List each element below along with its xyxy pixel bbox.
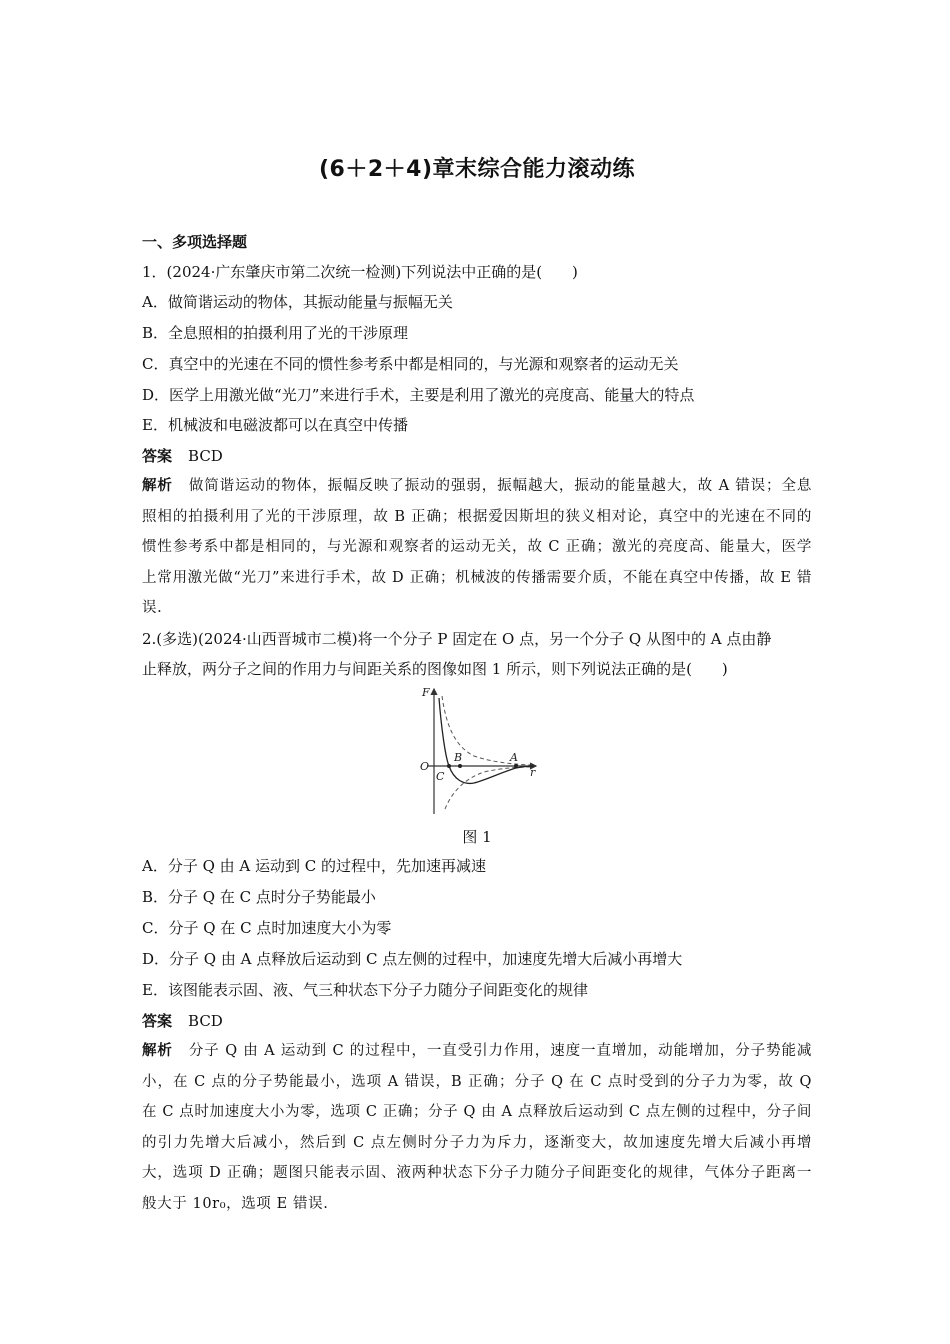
q2-answer-value: BCD <box>188 1012 223 1030</box>
attractive-force-curve <box>445 767 530 809</box>
q2-option-c: C．分子 Q 在 C 点时加速度大小为零 <box>142 919 392 937</box>
force-distance-figure <box>412 684 542 816</box>
net-force-curve <box>439 698 534 783</box>
q1-analysis <box>142 471 812 624</box>
q2-stem-line1: 2.(多选)(2024·山西晋城市二模)将一个分子 P 固定在 O 点，另一个分子 Q 从图中的 A 点由静 <box>142 630 772 648</box>
q2-option-e: E．该图能表示固、液、气三种状态下分子力随分子间距变化的规律 <box>142 981 588 999</box>
label-o: O <box>420 760 430 773</box>
force-distance-graph <box>412 684 542 816</box>
q2-option-b: B．分子 Q 在 C 点时分子势能最小 <box>142 888 376 906</box>
section-heading: 一、多项选择题 <box>142 233 248 251</box>
q1-answer-label: 答案 <box>142 447 173 465</box>
q2-analysis-label: 解析 <box>142 1043 173 1059</box>
point-b <box>458 764 462 768</box>
q2-answer <box>142 1011 223 1031</box>
label-r: r <box>530 766 536 779</box>
q1-option-e: E．机械波和电磁波都可以在真空中传播 <box>142 416 408 434</box>
q2-option-d: D．分子 Q 由 A 点释放后运动到 C 点左侧的过程中，加速度先增大后减小再增大 <box>142 950 683 968</box>
figure-caption: 图 1 <box>462 828 492 846</box>
q1-option-a: A．做简谐运动的物体，其振动能量与振幅无关 <box>142 293 453 311</box>
q1-option-c: C．真空中的光速在不同的惯性参考系中都是相同的，与光源和观察者的运动无关 <box>142 355 679 373</box>
q1-analysis-label: 解析 <box>142 478 173 494</box>
page-title: (6＋2＋4)章末综合能力滚动练 <box>318 157 636 182</box>
q1-analysis-text: 做简谐运动的物体，振幅反映了振动的强弱，振幅越大，振动的能量越大，故 A 错误；全息照相的拍摄利用了光的干涉原理，故 B 正确；根据爱因斯坦的狭义相对论，真空中的光速在不同的惯性参考系中都是相同的，与光源和观察者的运动无关，故 C 正确；激光的亮度高、能量大，医学上常用激光做“光刀”来进行手术，故 D 正确；机械波的传播需要介质，不能在真空中传播，故 E 错误. <box>142 478 812 617</box>
label-c: C <box>436 770 445 783</box>
q1-answer-value: BCD <box>188 447 223 465</box>
q1-option-d: D．医学上用激光做“光刀”来进行手术，主要是利用了激光的亮度高、能量大的特点 <box>142 386 695 404</box>
q2-answer-label: 答案 <box>142 1012 173 1030</box>
q1-stem: 1．(2024·广东肇庆市第二次统一检测)下列说法中正确的是( ) <box>142 263 578 281</box>
q2-analysis-text: 分子 Q 由 A 运动到 C 的过程中，一直受引力作用，速度一直增加，动能增加，分子势能减小，在 C 点的分子势能最小，选项 A 错误，B 正确；分子 Q 在 C 点时受到的分子力为零，故 Q 在 C 点时加速度大小为零，选项 C 正确；分子 Q 由 A 点释放后运动到 C 点左侧的过程中，分子间的引力先增大后减小，然后到 C 点左侧时分子力为斥力，逐渐变大，故加速度先增大后减小再增大，选项 D 正确；题图只能表示固、液两种状态下分子力随分子间距变化的规律，气体分子距离一般大于 10r₀，选项 E 错误. <box>142 1043 812 1212</box>
point-c <box>447 764 451 768</box>
point-a <box>514 764 518 768</box>
label-f: F <box>422 686 430 699</box>
q2-stem-line2: 止释放，两分子之间的作用力与间距关系的图像如图 1 所示，则下列说法正确的是( ) <box>142 660 728 678</box>
q1-option-b: B．全息照相的拍摄利用了光的干涉原理 <box>142 324 409 342</box>
q1-answer <box>142 446 223 466</box>
q2-option-a: A．分子 Q 由 A 运动到 C 的过程中，先加速再减速 <box>142 857 487 875</box>
q2-analysis <box>142 1036 812 1220</box>
label-b: B <box>454 751 463 764</box>
label-a: A <box>510 751 518 764</box>
